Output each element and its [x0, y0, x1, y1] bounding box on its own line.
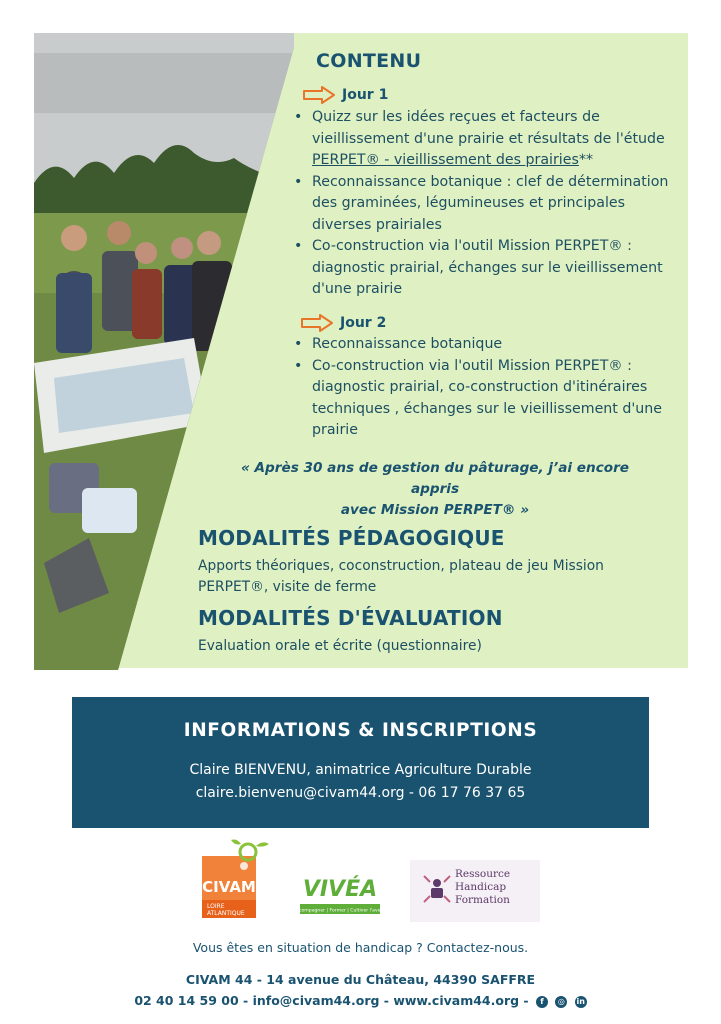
civam-logo [201, 838, 271, 918]
modalites-evaluation-heading: MODALITÉS D'ÉVALUATION [198, 606, 503, 630]
linkedin-icon[interactable]: in [576, 996, 585, 1006]
list-item: • Quizz sur les idées reçues et facteurs de vieillissement d'une prairie et résultats de l'étude PERPET® - vieillissement des prairies** [292, 107, 677, 172]
rhf-logo-text: Ressource Handicap Formation [455, 868, 511, 906]
info-title: INFORMATIONS & INSCRIPTIONS [183, 720, 538, 741]
contenu-heading: CONTENU [316, 50, 422, 72]
day1-list [292, 107, 677, 301]
modalites-evaluation-text: Evaluation orale et écrite (questionnaire) [198, 638, 482, 654]
contact-name: Claire BIENVENU, animatrice Agriculture Durable [189, 762, 532, 778]
info-box [72, 697, 649, 828]
perpet-study-link[interactable]: PERPET® - vieillissement des prairies [312, 152, 579, 168]
svg-text:LOIRE: LOIRE [207, 903, 225, 910]
svg-text:Accompagner | Former | Cultive: Accompagner | Former | Cultiver l'avenir [298, 908, 382, 914]
day1-label: Jour 1 [342, 87, 389, 103]
contact-email-phone[interactable]: claire.bienvenu@civam44.org - 06 17 76 37 65 [195, 785, 526, 801]
day2-label: Jour 2 [340, 315, 387, 331]
day1-heading [302, 86, 388, 104]
facebook-icon[interactable]: f [536, 996, 548, 1008]
rhf-logo [410, 860, 540, 922]
vivea-logo-text: VIVÉA [302, 877, 378, 902]
testimonial-quote: « Après 30 ans de gestion du pâturage, j’ai encore appris avec Mission PERPET® » [240, 460, 630, 518]
arrow-right-icon [302, 86, 336, 104]
handicap-notice: Vous êtes en situation de handicap ? Contactez-nous. [192, 940, 529, 955]
instagram-icon[interactable]: ◎ [555, 996, 567, 1008]
modalites-pedagogique-heading: MODALITÉS PÉDAGOGIQUE [198, 526, 505, 550]
modalites-pedagogique-text: Apports théoriques, coconstruction, plateau de jeu Mission PERPET®, visite de ferme [198, 558, 604, 595]
list-item: • Co-construction via l'outil Mission PERPET® : diagnostic prairial, échanges sur le vieillissement d'une prairie [292, 236, 677, 301]
vivea-logo [298, 868, 382, 920]
arrow-right-icon [300, 314, 334, 332]
day2-list [292, 334, 677, 442]
footer-contacts: 02 40 14 59 00 - info@civam44.org - www.civam44.org - f ◎ in [134, 993, 585, 1008]
day2-heading [300, 314, 386, 332]
svg-text:ATLANTIQUE: ATLANTIQUE [207, 910, 245, 917]
handicap-icon [422, 874, 452, 904]
list-item: • Co-construction via l'outil Mission PERPET® : diagnostic prairial, co-construction d'itinéraires techniques , échanges sur le vieillissement d'une prairie [292, 356, 677, 442]
list-item: • Reconnaissance botanique [292, 334, 677, 356]
footer-address: CIVAM 44 - 14 avenue du Château, 44390 SAFFRE [185, 972, 536, 987]
list-item: • Reconnaissance botanique : clef de détermination des graminées, légumineuses et principales diverses prairiales [292, 172, 677, 237]
civam-logo-text: CIVAM [202, 878, 256, 896]
